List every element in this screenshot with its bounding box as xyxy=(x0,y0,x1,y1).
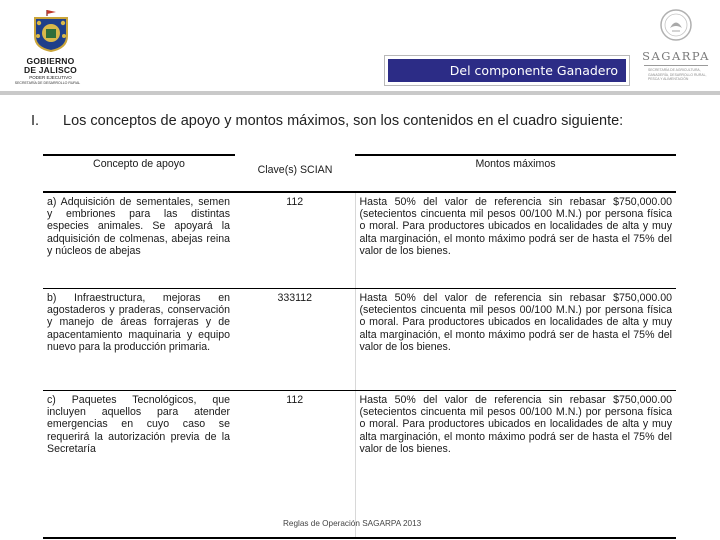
logo-line-poder: PODER EJECUTIVO xyxy=(29,75,72,80)
banner-title: Del componente Ganadero xyxy=(388,59,626,82)
jalisco-government-logo xyxy=(8,8,93,100)
cell-concept: a) Adquisición de sementales, semen y embriones para las distintas especies animales. Se apoyará la adquisición de colmenas, abejas reina y núcleos de abejas xyxy=(43,192,235,289)
header-scian: Clave(s) SCIAN xyxy=(235,155,355,192)
intro-number: I. xyxy=(31,113,40,129)
jalisco-coat-of-arms-icon xyxy=(29,8,73,52)
section-banner xyxy=(384,55,630,86)
cell-scian: 112 xyxy=(235,192,355,289)
sagarpa-subtitle-3: PESCA Y ALIMENTACIÓN xyxy=(648,77,689,82)
table-row xyxy=(43,391,676,539)
intro-text: Los conceptos de apoyo y montos máximos, son los contenidos en el cuadro siguiente: xyxy=(63,113,624,129)
sagarpa-wordmark: SAGARPA xyxy=(642,49,710,63)
support-concepts-table xyxy=(43,154,676,539)
table-header-row xyxy=(43,155,676,192)
logo-line-gobierno: GOBIERNO xyxy=(26,56,75,66)
cell-concept: b) Infraestructura, mejoras en agostaderos y praderas, conservación y manejo de áreas forrajeras y de apacentamiento maquinaria y equipo nuevo para la producción primaria. xyxy=(43,289,235,391)
header-concepto: Concepto de apoyo xyxy=(43,155,235,192)
footer-text: Reglas de Operación SAGARPA 2013 xyxy=(283,519,422,528)
cell-amount: Hasta 50% del valor de referencia sin rebasar $750,000.00 (setecientos cincuenta mil pesos 00/100 M.N.) por persona física o moral. Para productores ubicados en localidades de alta y muy alta marginación, el monto máximo podrá ser de hasta el 75% del valor de los bienes. xyxy=(355,391,676,539)
cell-concept: c) Paquetes Tecnológicos, que incluyen aquellos para atender emergencias en cuyo caso se requerirá la autorización previa de la Secretaría xyxy=(43,391,235,539)
header-montos: Montos máximos xyxy=(355,155,676,192)
cell-amount: Hasta 50% del valor de referencia sin rebasar $750,000.00 (setecientos cincuenta mil pesos 00/100 M.N.) por persona física o moral. Para productores ubicados en localidades de alta y muy alta marginación, el monto máximo podrá ser de hasta el 75% del valor de los bienes. xyxy=(355,192,676,289)
sagarpa-subtitle-2: GANADERÍA, DESARROLLO RURAL, xyxy=(648,72,707,77)
cell-scian: 112 xyxy=(235,391,355,539)
sagarpa-subtitle-1: SECRETARÍA DE AGRICULTURA, xyxy=(648,68,701,72)
table-row xyxy=(43,289,676,391)
logo-rule xyxy=(644,65,708,66)
mexico-seal-icon xyxy=(659,8,693,42)
table-row xyxy=(43,192,676,289)
sagarpa-logo xyxy=(638,8,714,93)
cell-scian: 333112 xyxy=(235,289,355,391)
cell-amount: Hasta 50% del valor de referencia sin rebasar $750,000.00 (setecientos cincuenta mil pesos 00/100 M.N.) por persona física o moral. Para productores ubicados en localidades de alta y muy alta marginación, el monto máximo podrá ser de hasta el 75% del valor de los bienes. xyxy=(355,289,676,391)
header-divider xyxy=(0,91,720,95)
logo-line-jalisco: DE JALISCO xyxy=(23,65,77,75)
logo-line-secretaria: SECRETARÍA DE DESARROLLO RURAL xyxy=(14,81,81,85)
